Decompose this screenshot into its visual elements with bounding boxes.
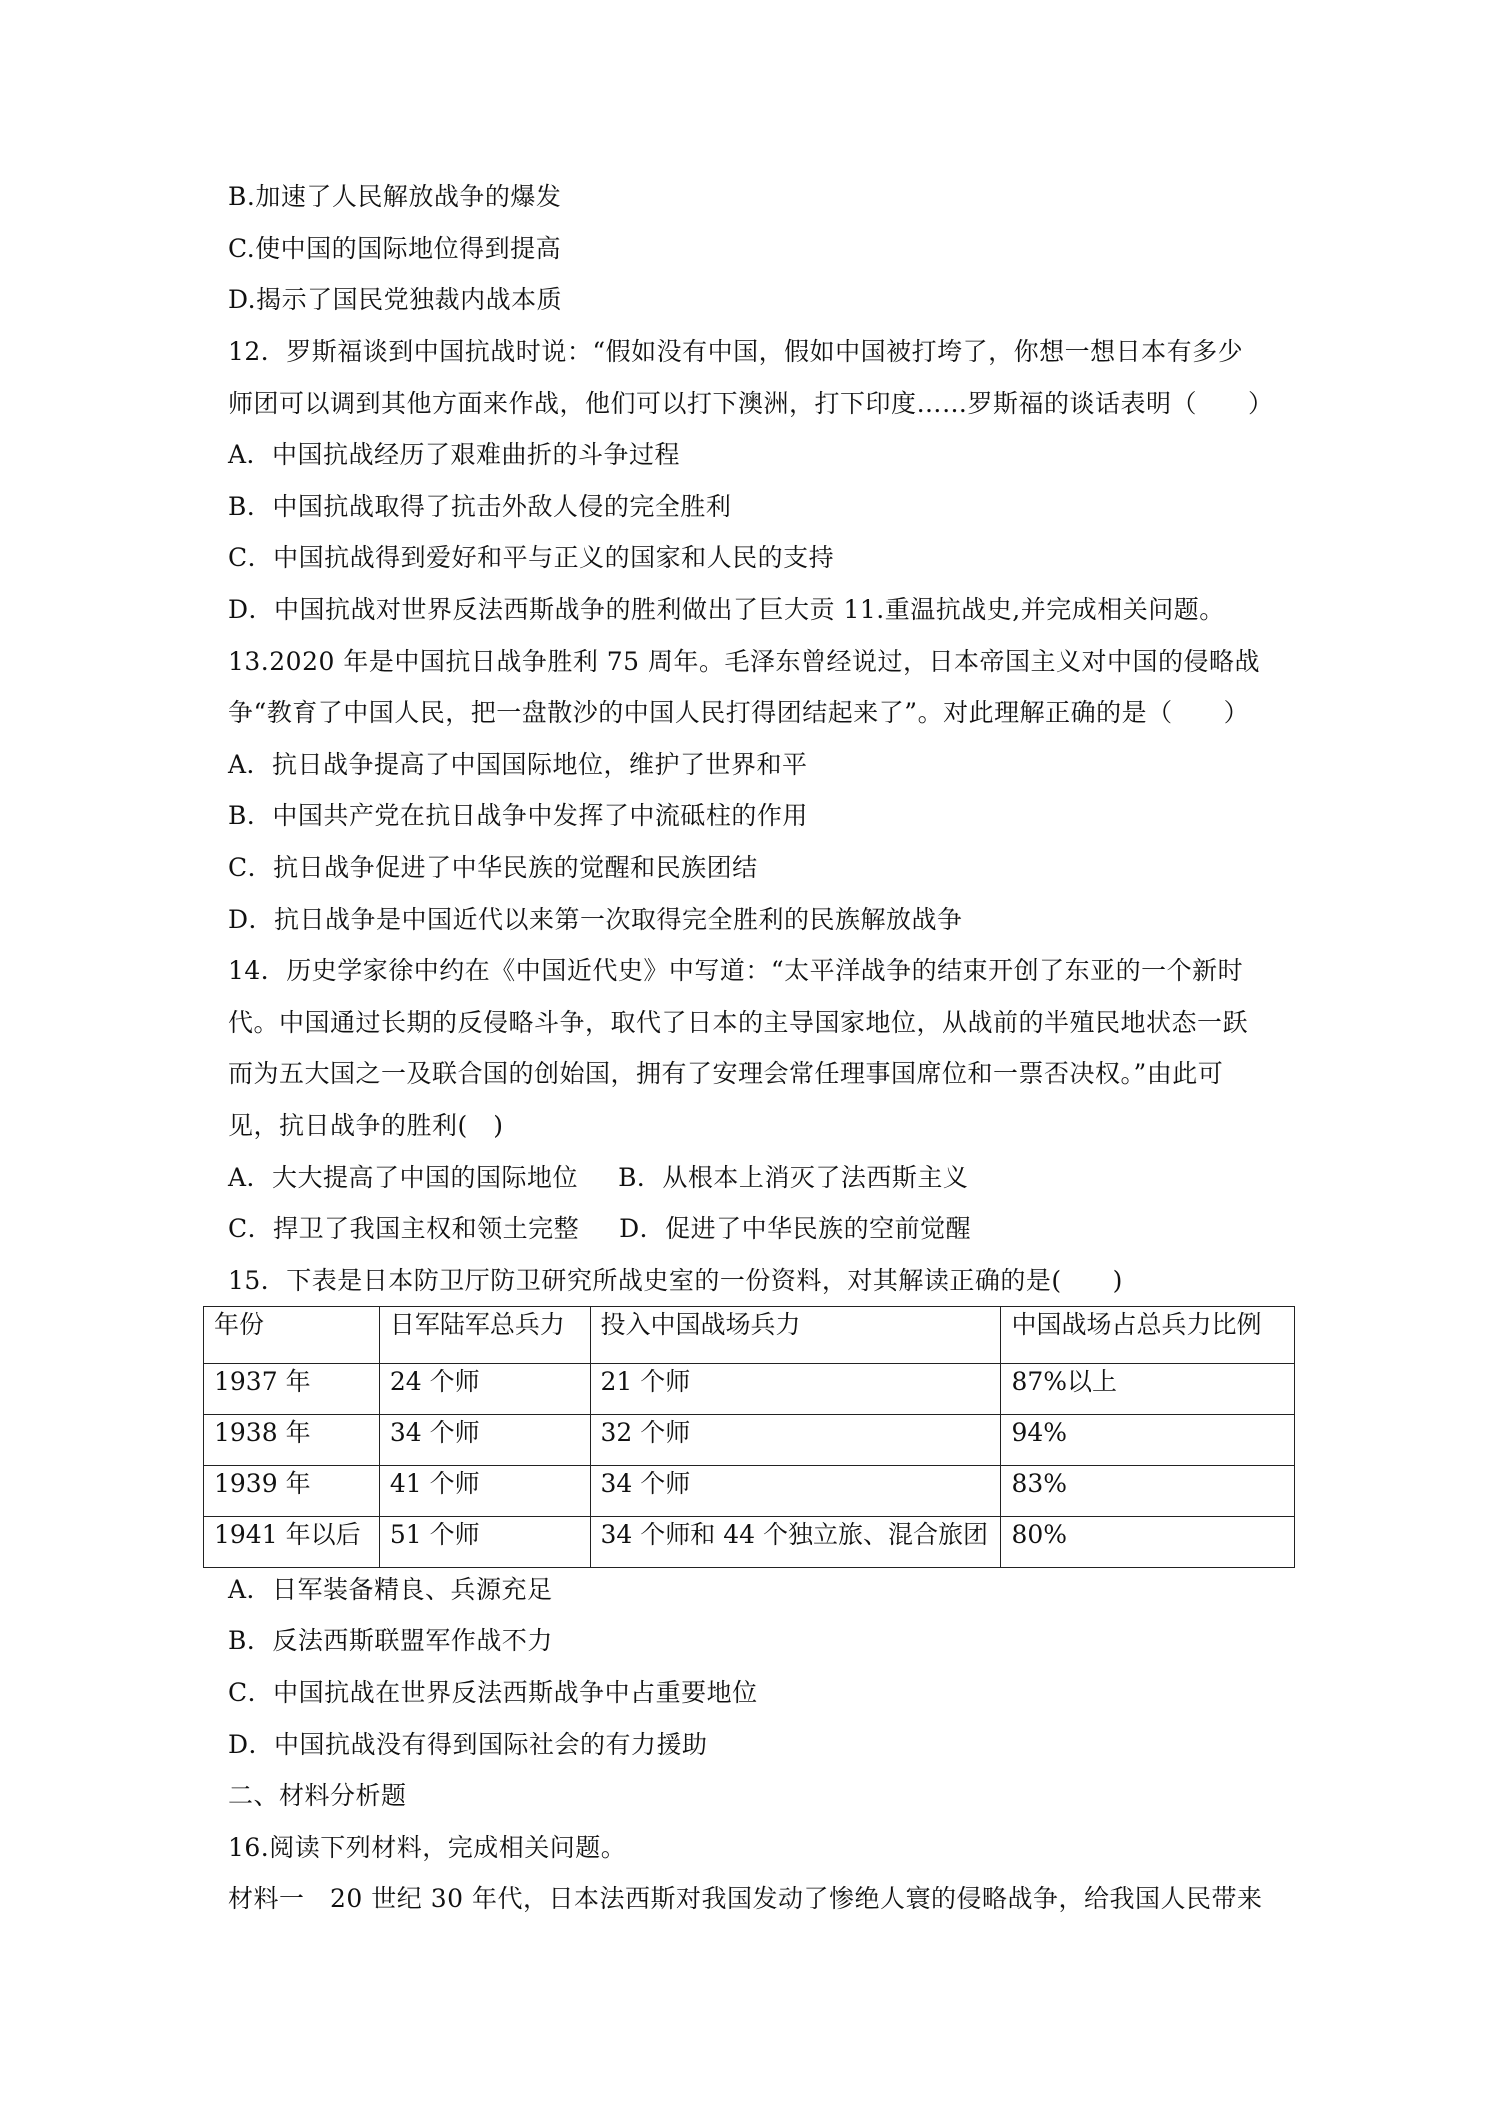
table-header-cell: 投入中国战场兵力 — [590, 1307, 1001, 1364]
table-cell: 34 个师 — [379, 1415, 590, 1466]
table-cell: 21 个师 — [590, 1364, 1001, 1415]
q13-option-d: D．抗日战争是中国近代以来第一次取得完全胜利的民族解放战争 — [228, 905, 963, 934]
q14-option-c: C．捍卫了我国主权和领土完整 — [228, 1214, 580, 1243]
q13-option-a: A．抗日战争提高了中国国际地位，维护了世界和平 — [228, 750, 808, 779]
q14-option-d: D．促进了中华民族的空前觉醒 — [619, 1214, 972, 1243]
q14-option-a: A．大大提高了中国的国际地位 — [228, 1163, 579, 1192]
q15-option-a: A．日军装备精良、兵源充足 — [228, 1575, 553, 1604]
table-cell: 80% — [1001, 1517, 1295, 1568]
q14-option-b: B．从根本上消灭了法西斯主义 — [618, 1163, 969, 1192]
q11-option-c: C.使中国的国际地位得到提高 — [228, 234, 562, 263]
q16-stem: 16.阅读下列材料，完成相关问题。 — [228, 1833, 627, 1862]
table-cell: 83% — [1001, 1466, 1295, 1517]
q14-stem-line1: 14．历史学家徐中约在《中国近代史》中写道：“太平洋战争的结束开创了东亚的一个新时 — [228, 956, 1244, 985]
table-cell: 51 个师 — [379, 1517, 590, 1568]
table-row — [204, 1364, 1295, 1415]
q14-stem-line4: 见，抗日战争的胜利( ) — [228, 1111, 504, 1140]
q12-option-d: D．中国抗战对世界反法西斯战争的胜利做出了巨大贡 11.重温抗战史,并完成相关问题。 — [228, 595, 1225, 624]
table-cell: 24 个师 — [379, 1364, 590, 1415]
table-row — [204, 1415, 1295, 1466]
q15-option-d: D．中国抗战没有得到国际社会的有力援助 — [228, 1730, 708, 1759]
q14-stem-line2: 代。中国通过长期的反侵略斗争，取代了日本的主导国家地位，从战前的半殖民地状态一跃 — [228, 1008, 1249, 1037]
table-row — [204, 1517, 1295, 1568]
q11-option-b: B.加速了人民解放战争的爆发 — [228, 182, 562, 211]
q14-stem-line3: 而为五大国之一及联合国的创始国，拥有了安理会常任理事国席位和一票否决权。”由此可 — [228, 1059, 1224, 1088]
q14-options-row1 — [228, 1161, 968, 1195]
q13-option-b: B．中国共产党在抗日战争中发挥了中流砥柱的作用 — [228, 801, 808, 830]
table-cell: 1937 年 — [204, 1364, 380, 1415]
table-cell: 32 个师 — [590, 1415, 1001, 1466]
q13-stem-line2: 争“教育了中国人民，把一盘散沙的中国人民打得团结起来了”。对此理解正确的是（ ） — [228, 698, 1250, 727]
table-header-cell: 中国战场占总兵力比例 — [1001, 1307, 1295, 1364]
table-cell: 34 个师 — [590, 1466, 1001, 1517]
q12-stem-line2: 师团可以调到其他方面来作战，他们可以打下澳洲，打下印度……罗斯福的谈话表明（ ） — [228, 389, 1274, 418]
table-cell: 1939 年 — [204, 1466, 380, 1517]
q12-option-b: B．中国抗战取得了抗击外敌人侵的完全胜利 — [228, 492, 732, 521]
table-header-cell: 日军陆军总兵力 — [379, 1307, 590, 1364]
q16-material1: 材料一 20 世纪 30 年代，日本法西斯对我国发动了惨绝人寰的侵略战争，给我国人民带来 — [228, 1884, 1263, 1913]
q15-option-c: C．中国抗战在世界反法西斯战争中占重要地位 — [228, 1678, 758, 1707]
table-row — [204, 1466, 1295, 1517]
q13-stem-line1: 13.2020 年是中国抗日战争胜利 75 周年。毛泽东曾经说过，日本帝国主义对中国的侵略战 — [228, 647, 1261, 676]
q14-options-row2 — [228, 1212, 971, 1246]
table-cell: 87%以上 — [1001, 1364, 1295, 1415]
table-cell: 1941 年以后 — [204, 1517, 380, 1568]
table-cell: 94% — [1001, 1415, 1295, 1466]
q12-stem-line1: 12．罗斯福谈到中国抗战时说：“假如没有中国，假如中国被打垮了，你想一想日本有多少 — [228, 337, 1244, 366]
table-header-cell: 年份 — [204, 1307, 380, 1364]
q11-option-d: D.揭示了国民党独裁内战本质 — [228, 285, 563, 314]
q15-stem: 15．下表是日本防卫厅防卫研究所战史室的一份资料，对其解读正确的是( ) — [228, 1266, 1123, 1295]
table-cell: 41 个师 — [379, 1466, 590, 1517]
q13-option-c: C．抗日战争促进了中华民族的觉醒和民族团结 — [228, 853, 758, 882]
table-cell: 34 个师和 44 个独立旅、混合旅团 — [590, 1517, 1001, 1568]
q15-option-b: B．反法西斯联盟军作战不力 — [228, 1626, 553, 1655]
table-header-row — [204, 1307, 1295, 1364]
table-cell: 1938 年 — [204, 1415, 380, 1466]
q12-option-c: C．中国抗战得到爱好和平与正义的国家和人民的支持 — [228, 543, 835, 572]
q15-data-table — [203, 1306, 1295, 1568]
section-title: 二、材料分析题 — [228, 1781, 407, 1810]
q12-option-a: A．中国抗战经历了艰难曲折的斗争过程 — [228, 440, 681, 469]
